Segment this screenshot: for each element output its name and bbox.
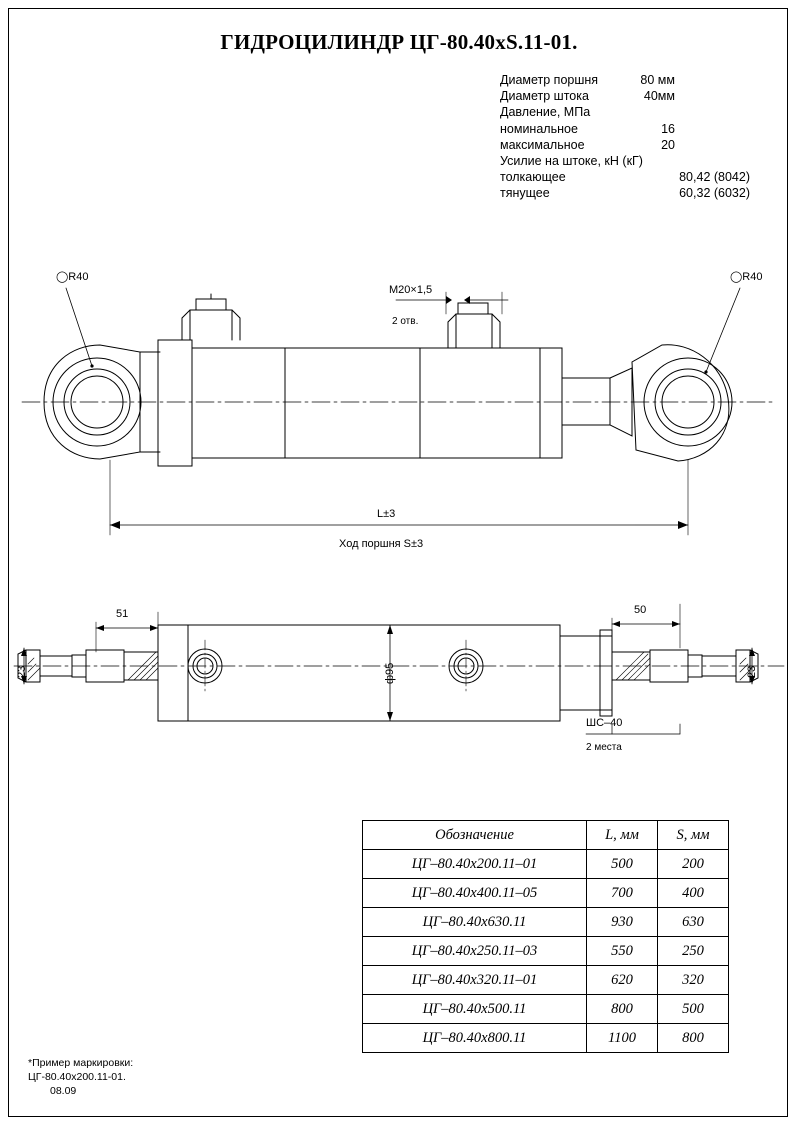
cell-s: 800 <box>658 1024 729 1053</box>
spec-value: 80 мм <box>640 73 675 87</box>
callout-r40-right: ◯R40 <box>730 271 763 283</box>
variants-table <box>362 820 729 1053</box>
cell-l: 1100 <box>587 1024 658 1053</box>
dimension-stroke: Ход поршня S±3 <box>339 538 424 550</box>
callout-thread-note: 2 отв. <box>392 316 419 327</box>
column-header-designation: Обозначение <box>363 821 587 850</box>
spec-value: 80,42 (8042) <box>679 170 750 185</box>
cell-l: 500 <box>587 850 658 879</box>
cell-s: 630 <box>658 908 729 937</box>
cell-s: 250 <box>658 937 729 966</box>
marking-note-line1: *Пример маркировки: <box>28 1057 134 1069</box>
cell-designation: ЦГ–80.40x200.11–01 <box>363 850 587 879</box>
cell-l: 700 <box>587 879 658 908</box>
spec-label: Диаметр штока <box>500 89 589 104</box>
callout-r40-left: ◯R40 <box>56 271 89 283</box>
spec-label: Усилие на штоке, кН (кГ) <box>500 153 643 168</box>
table-row <box>363 995 729 1024</box>
page-title: ГИДРОЦИЛИНДР ЦГ-80.40xS.11-01. <box>220 30 578 54</box>
cell-designation: ЦГ–80.40x400.11–05 <box>363 879 587 908</box>
table-row <box>363 966 729 995</box>
dimension-50: 50 <box>634 604 647 616</box>
dimension-23-right: 23 <box>746 665 758 678</box>
cell-l: 930 <box>587 908 658 937</box>
callout-shs40-note: 2 места <box>586 742 622 753</box>
cell-l: 620 <box>587 966 658 995</box>
spec-value: 40мм <box>643 89 675 104</box>
spec-value: 20 <box>661 137 675 152</box>
callout-thread: M20×1,5 <box>389 284 433 296</box>
spec-label: Давление, МПа <box>500 105 591 120</box>
cell-designation: ЦГ–80.40x800.11 <box>363 1024 587 1053</box>
cell-designation: ЦГ–80.40x630.11 <box>363 908 587 937</box>
marking-note-line3: 08.09 <box>50 1085 77 1097</box>
spec-label: тянущее <box>500 186 550 201</box>
marking-note <box>28 1056 133 1098</box>
callout-shs40: ШС–40 <box>586 717 623 729</box>
table-header-row <box>363 821 729 850</box>
cell-s: 320 <box>658 966 729 995</box>
table-row <box>363 937 729 966</box>
dimension-length: L±3 <box>377 508 396 520</box>
dimension-diameter-95: ф95 <box>384 662 396 684</box>
dimension-23-left: 23 <box>16 665 28 678</box>
cell-l: 800 <box>587 995 658 1024</box>
table-row <box>363 879 729 908</box>
spec-label: номинальное <box>500 121 578 136</box>
dimension-51: 51 <box>116 608 129 620</box>
column-header-l: L, мм <box>587 821 658 850</box>
cell-designation: ЦГ–80.40x500.11 <box>363 995 587 1024</box>
table-row <box>363 1024 729 1053</box>
spec-label: максимальное <box>500 137 585 152</box>
table-row <box>363 850 729 879</box>
spec-value: 16 <box>661 121 675 136</box>
cell-designation: ЦГ–80.40x320.11–01 <box>363 966 587 995</box>
column-header-s: S, мм <box>658 821 729 850</box>
cell-s: 200 <box>658 850 729 879</box>
spec-label: Диаметр поршня <box>500 73 599 87</box>
cell-s: 500 <box>658 995 729 1024</box>
marking-note-line2: ЦГ-80.40x200.11-01. <box>28 1071 126 1083</box>
spec-label: толкающее <box>500 170 566 185</box>
table-row <box>363 908 729 937</box>
cell-s: 400 <box>658 879 729 908</box>
cell-l: 550 <box>587 937 658 966</box>
cell-designation: ЦГ–80.40x250.11–03 <box>363 937 587 966</box>
spec-value: 60,32 (6032) <box>679 186 750 201</box>
